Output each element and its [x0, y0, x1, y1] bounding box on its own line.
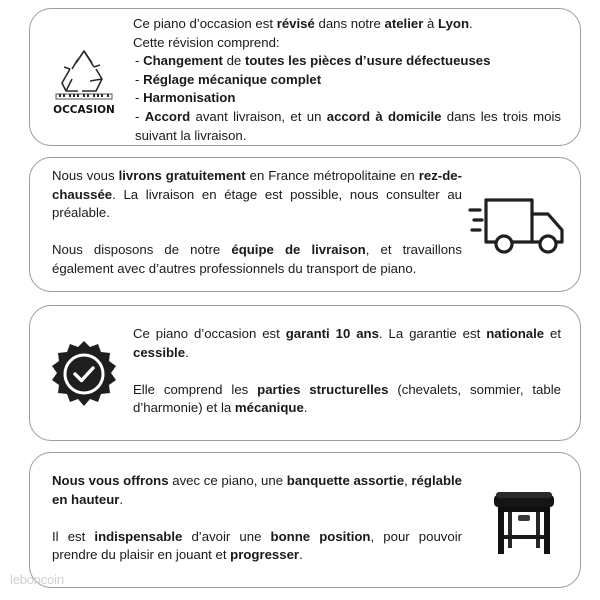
occasion-label: OCCASION — [53, 104, 115, 116]
leboncoin-watermark: leboncoin — [10, 572, 64, 587]
bench-text: Nous vous offrons avec ce piano, une banquette assortie, réglable en hauteur. Il est indispensable d’avoir une bonne position, pour pouvoir prendre du plaisir en jouant et progresser. — [52, 473, 463, 563]
recycle-occasion-icon — [50, 47, 118, 119]
delivery-truck-icon — [468, 192, 568, 258]
revision-text: Ce piano d’occasion est révisé dans notre atelier à Lyon. Cette révision comprend: - Changement de toutes les pièces d’usure défectueuses - Réglage mécanique complet - Harmonisation - Accord avant livraison, et un accord à domicile dans les trois mois suivant la livraison. — [133, 16, 561, 143]
card-warranty — [29, 305, 581, 441]
warranty-badge-icon — [50, 340, 118, 408]
card-delivery — [29, 157, 581, 292]
piano-bench-icon — [488, 481, 560, 561]
warranty-text: Ce piano d’occasion est garanti 10 ans. La garantie est nationale et cessible. Elle comprend les parties structurelles (chevalets, sommier, table d’harmonie) et la mécanique. — [133, 326, 561, 416]
delivery-text: Nous vous livrons gratuitement en France métropolitaine en rez-de-chaussée. La livraison en étage est possible, nous consulter au préalable. Nous disposons de notre équipe de livraison, et travaillons également avec d’autres professionnels du transport de piano. — [52, 168, 462, 276]
card-bench — [29, 452, 581, 588]
card-revision — [29, 8, 581, 146]
